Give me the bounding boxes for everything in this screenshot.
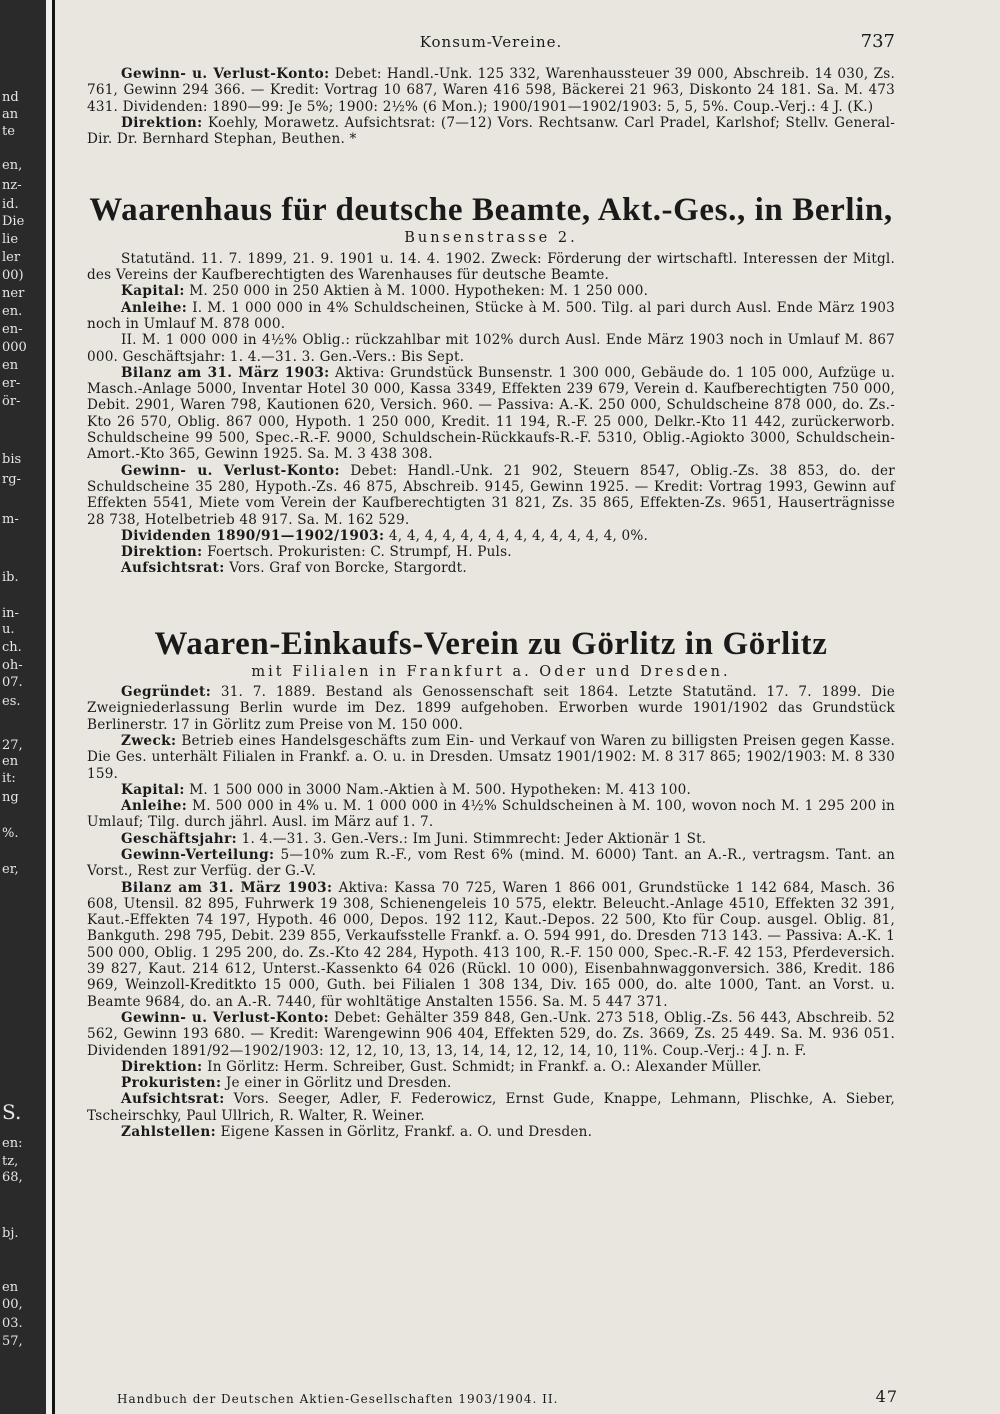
entry-paragraph <box>87 283 895 299</box>
company-entry-waarenhaus <box>87 191 895 576</box>
page-footer <box>117 1387 898 1406</box>
field-label: Zweck: <box>121 732 177 749</box>
field-label: Anleihe: <box>121 798 188 815</box>
field-text: Debet: Gehälter 359 848, Gen.-Unk. 273 518, Oblig.-Zs. 56 443, Abschreib. 52 562, Gewinn 193 680. — Kredit: Warengewinn 906 404, Effekten 529, do. Zs. 3669, Zs. 25 449. Sa. M. 936 051. Dividenden 1891/92—1902/1903: 12, 12, 10, 13, 13, 14, 14, 12, 12, 14, 10, 11%. Coup.-Verj.: 4 J. n. F. <box>87 1009 895 1059</box>
field-label: Dividenden 1890/91—1902/1903: <box>121 527 385 544</box>
field-label: Gewinn- u. Verlust-Konto: <box>121 1009 330 1026</box>
entry-paragraph <box>87 1010 895 1059</box>
document-page <box>87 31 895 1141</box>
field-text: Debet: Handl.-Unk. 125 332, Warenhaussteuer 39 000, Abschreib. 14 030, Zs. 761, Gewinn 294 366. — Kredit: Vortrag 10 687, Waren 416 598, Bäckerei 21 963, Diskonto 24 181. Sa. M. 473 431. Dividenden: 1890—99: Je 5%; 1900: 2½% (6 Mon.); 1900/1901—1902/1903: 5, 5, 5%. Coup.-Verj.: 4 J. (K.) <box>87 66 895 115</box>
margin-fragment: en <box>2 754 19 769</box>
margin-fragment: ler <box>2 250 21 265</box>
entry-paragraph <box>87 251 895 284</box>
margin-fragment: m- <box>2 512 19 527</box>
entry-paragraph <box>87 300 895 333</box>
field-text: 1. 4.—31. 3. Gen.-Vers.: Im Juni. Stimmrecht: Jeder Aktionär 1 St. <box>241 830 707 847</box>
field-text: M. 1 500 000 in 3000 Nam.-Aktien à M. 500. Hypotheken: M. 413 100. <box>189 781 691 798</box>
company-address: Bunsenstrasse 2. <box>404 230 578 247</box>
margin-fragment: 27, <box>2 738 23 753</box>
margin-fragment: en- <box>2 322 23 337</box>
margin-fragment: 68, <box>2 1170 23 1185</box>
margin-fragment: en <box>2 358 19 373</box>
entry-paragraph <box>87 365 895 463</box>
margin-fragment: tz, <box>2 1154 19 1169</box>
margin-fragment: er- <box>2 376 21 391</box>
margin-fragment: Die <box>2 214 25 229</box>
field-label: Bilanz am 31. März 1903: <box>121 879 333 896</box>
field-label: Aufsichtsrat: <box>121 1091 225 1108</box>
entry-paragraph <box>87 528 895 544</box>
field-label: Gegründet: <box>121 684 212 701</box>
field-label: Bilanz am 31. März 1903: <box>121 364 330 381</box>
margin-fragment: en: <box>2 1136 23 1151</box>
margin-fragment: 07. <box>2 675 23 690</box>
margin-fragment: S. <box>2 1100 22 1124</box>
field-text: 31. 7. 1889. Bestand als Genossenschaft seit 1864. Letzte Statutänd. 17. 7. 1899. Die Zweigniederlassung Berlin wurde im Dez. 1899 aufgehoben. Erworben wurde 1901/1902 das Grundstück Berlinerstr. 17 in Görlitz zum Preise von M. 150 000. <box>87 684 895 733</box>
field-label: Direktion: <box>121 544 203 561</box>
field-label: Zahlstellen: <box>121 1124 217 1141</box>
entry-paragraph <box>87 798 895 831</box>
margin-fragment: u. <box>2 622 15 637</box>
company-entry-waaren-einkaufs-verein <box>87 625 895 1141</box>
field-label: Aufsichtsrat: <box>121 560 225 577</box>
margin-fragment: ch. <box>2 640 22 655</box>
field-text: Aktiva: Kassa 70 725, Waren 1 866 001, Grundstücke 1 142 684, Masch. 36 608, Utensil. 82 895, Fuhrwerk 19 308, Schienengeleis 10 575, elektr. Beleucht.-Anlage 4510, Effekten 32 391, Kaut.-Effekten 74 197, Hypoth. 46 000, Depos. 192 112, Kaut.-Depos. 22 500, Kto für Coup. ausgel. Oblig. 81, Bankguth. 298 795, Debit. 239 855, Verkaufsstelle Frankf. a. O. 594 991, do. Dresden 713 143. — Passiva: A.-K. 1 500 000, Oblig. 1 295 200, do. Zs.-Kto 42 284, Hypoth. 413 100, R.-F. 150 000, Spec.-R.-F. 42 153, Pferdeversich. 39 827, Kaut. 214 612, Unterst.-Kassenkto 64 026 (Rückl. 10 000), Eisenbahnwaggonversich. 386, Kredit. 186 969, Weinzoll-Kreditkto 15 000, Guth. bei Filialen 1 308 134, Div. 165 000, do. alte 1000, Tant. an Vorst. u. Beamte 9684, do. an A.-R. 7440, für wohltätige Anstalten 1556. Sa. M. 5 447 371. <box>87 879 895 1010</box>
footer-text: Handbuch der Deutschen Aktien-Gesellschaften 1903/1904. II. <box>117 1392 559 1406</box>
entry-paragraph <box>87 560 895 576</box>
field-text: Debet: Handl.-Unk. 21 902, Steuern 8547, Oblig.-Zs. 38 853, do. der Schuldscheine 35 280, Hypoth.-Zs. 46 875, Abschreib. 9145, Gewinn 1925. — Kredit: Vortrag 1993, Gewinn auf Effekten 5541, Miete vom Verein der Kaufberechtigten 31 821, Zs. 35 865, Effekten-Zs. 9651, Hauserträgnisse 28 738, Hotelbetrieb 48 917. Sa. M. 162 529. <box>87 462 895 528</box>
company-body <box>87 684 895 1140</box>
margin-fragment: %. <box>2 826 19 841</box>
entry-paragraph <box>87 1091 895 1124</box>
field-text: M. 500 000 in 4% u. M. 1 000 000 in 4½% Schuldscheinen à M. 100, wovon noch M. 1 295 200 in Umlauf; Tilg. durch jährl. Ausl. im März auf 1. 7. <box>87 798 895 831</box>
footer-page-ref: 47 <box>875 1387 898 1406</box>
margin-fragment: er, <box>2 862 19 877</box>
entry-paragraph <box>87 831 895 847</box>
margin-fragment: ör- <box>2 394 21 409</box>
margin-fragment: 000 <box>2 340 27 355</box>
field-label: Gewinn- u. Verlust-Konto: <box>121 66 330 82</box>
entry-paragraph <box>87 66 895 115</box>
field-text: Statutänd. 11. 7. 1899, 21. 9. 1901 u. 14. 4. 1902. Zweck: Förderung der wirtschaftl. Interessen der Mitgl. des Vereins der Kaufberechtigten des Warenhauses für deutsche Beamte. <box>87 250 895 284</box>
entry-paragraph <box>87 782 895 798</box>
field-label: Kapital: <box>121 781 185 798</box>
running-header <box>87 31 895 66</box>
margin-fragment: oh- <box>2 658 23 673</box>
margin-fragment: 57, <box>2 1334 23 1349</box>
field-text: Vors. Seeger, Adler, F. Federowicz, Ernst Gude, Knappe, Lehmann, Plischke, A. Sieber, Tscheirschky, Paul Ullrich, R. Walter, R. Weiner. <box>87 1091 895 1124</box>
field-label: Direktion: <box>121 1058 203 1075</box>
field-text: Koehly, Morawetz. Aufsichtsrat: (7—12) Vors. Rechtsanw. Carl Pradel, Karlshof; Stellv. General-Dir. Dr. Bernhard Stephan, Beuthen. * <box>87 114 895 148</box>
margin-fragment: id. <box>2 197 19 212</box>
margin-fragment: bis <box>2 452 22 467</box>
field-label: Prokuristen: <box>121 1075 222 1092</box>
field-text: 4, 4, 4, 4, 4, 4, 4, 4, 4, 4, 4, 4, 4, 0%. <box>388 527 648 544</box>
field-text: In Görlitz: Herm. Schreiber, Gust. Schmidt; in Frankf. a. O.: Alexander Müller. <box>207 1058 762 1075</box>
margin-fragment: rg- <box>2 472 21 487</box>
entry-paragraph <box>87 1059 895 1075</box>
company-title: Waarenhaus für deutsche Beamte, Akt.-Ges., in Berlin, <box>89 192 893 229</box>
margin-fragment: nd <box>2 90 19 105</box>
field-label: Gewinn-Verteilung: <box>121 846 275 863</box>
margin-fragment: bj. <box>2 1226 19 1241</box>
margin-fragment: en, <box>2 158 23 173</box>
entry-paragraph <box>87 463 895 528</box>
margin-fragment: ib. <box>2 570 19 585</box>
field-label: Geschäftsjahr: <box>121 830 238 847</box>
margin-fragment: in- <box>2 606 19 621</box>
margin-fragment: nz- <box>2 178 22 193</box>
continued-entry <box>87 66 895 147</box>
margin-fragment: 03. <box>2 1316 23 1331</box>
field-label: Gewinn- u. Verlust-Konto: <box>121 462 340 479</box>
entry-paragraph <box>87 115 895 148</box>
running-title: Konsum-Vereine. <box>419 33 563 51</box>
margin-fragment: it: <box>2 771 16 786</box>
entry-paragraph <box>87 733 895 782</box>
margin-fragment: 00, <box>2 1297 23 1312</box>
margin-fragment: lie <box>2 232 19 247</box>
field-text: Vors. Graf von Borcke, Stargordt. <box>229 560 467 577</box>
field-text: Aktiva: Grundstück Bunsenstr. 1 300 000, Gebäude do. 1 105 000, Aufzüge u. Masch.-Anlage 5000, Inventar Hotel 30 000, Kassa 3349, Effekten 239 679, Verein d. Kaufberechtigten 750 000, Debit. 2901, Waren 798, Kautionen 620, Versich. 960. — Passiva: A.-K. 250 000, Schuldscheine 878 000, do. Zs.-Kto 26 570, Oblig. 867 000, Hypoth. 1 250 000, Kredit. 11 194, R.-F. 25 000, Delkr.-Kto 11 442, zurückerworb. Schuldscheine 99 500, Spec.-R.-F. 9000, Schuldschein-Rückkaufs-R.-F. 5310, Oblig.-Agiokto 3000, Schuldschein-Amort.-Kto 365, Gewinn 1925. Sa. M. 3 438 308. <box>87 364 895 463</box>
entry-paragraph <box>87 1124 895 1140</box>
margin-fragment: ner <box>2 286 25 301</box>
field-text: Betrieb eines Handelsgeschäfts zum Ein- und Verkauf von Waren zu billigsten Preisen gegen Kasse. Die Ges. unterhält Filialen in Frankf. a. O. u. in Dresden. Umsatz 1901/1902: M. 8 317 865; 1902/1903: M. 8 330 159. <box>87 732 895 782</box>
field-text: Je einer in Görlitz und Dresden. <box>225 1075 452 1092</box>
margin-fragment: ng <box>2 790 19 805</box>
previous-page-fragments <box>0 0 46 1414</box>
margin-fragment: es. <box>2 694 21 709</box>
entry-paragraph <box>87 1075 895 1091</box>
field-label: Kapital: <box>121 283 185 300</box>
field-text: Eigene Kassen in Görlitz, Frankf. a. O. und Dresden. <box>220 1124 593 1141</box>
entry-paragraph <box>87 332 895 365</box>
margin-fragment: an <box>2 107 19 122</box>
entry-paragraph <box>87 544 895 560</box>
company-branches: mit Filialen in Frankfurt a. Oder und Dresden. <box>251 663 731 680</box>
company-title: Waaren-Einkaufs-Verein zu Görlitz in Görlitz <box>154 625 828 662</box>
margin-fragment: te <box>2 124 15 139</box>
field-text: I. M. 1 000 000 in 4% Schuldscheinen, Stücke à M. 500. Tilg. al pari durch Ausl. Ende März 1903 noch in Umlauf M. 878 000. <box>87 299 895 332</box>
entry-paragraph <box>87 880 895 1010</box>
entry-paragraph <box>87 684 895 733</box>
field-label: Anleihe: <box>121 299 188 316</box>
margin-fragment: en <box>2 1280 19 1295</box>
gutter-rule <box>52 0 55 1414</box>
field-text: 5—10% zum R.-F., vom Rest 6% (mind. M. 6000) Tant. an A.-R., vertragsm. Tant. an Vorst., Rest zur Verfüg. der G.-V. <box>87 846 895 880</box>
field-text: II. M. 1 000 000 in 4½% Oblig.: rückzahlbar mit 102% durch Ausl. Ende März 1903 noch in Umlauf M. 867 000. Geschäftsjahr: 1. 4.—31. 3. Gen.-Vers.: Bis Sept. <box>87 332 895 365</box>
field-text: Foertsch. Prokuristen: C. Strumpf, H. Puls. <box>207 544 512 561</box>
company-body <box>87 251 895 577</box>
margin-fragment: 00) <box>2 268 24 283</box>
page-number: 737 <box>860 31 895 52</box>
field-text: M. 250 000 in 250 Aktien à M. 1000. Hypotheken: M. 1 250 000. <box>189 283 649 300</box>
margin-fragment: en. <box>2 304 23 319</box>
field-label: Direktion: <box>121 114 203 131</box>
entry-paragraph <box>87 847 895 880</box>
